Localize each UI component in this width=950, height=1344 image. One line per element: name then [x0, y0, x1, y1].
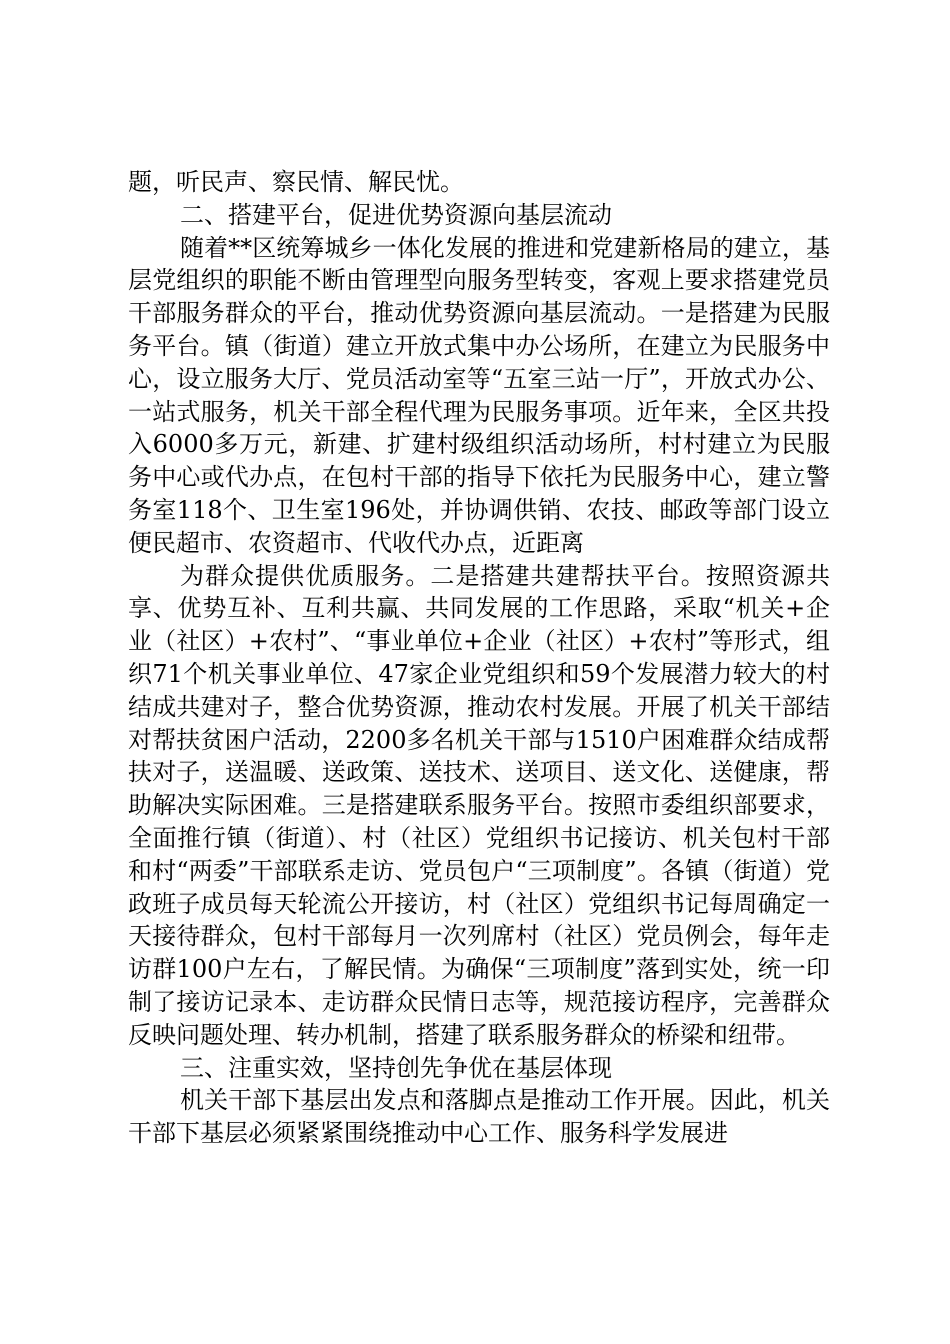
paragraph-continuation: 题，听民声、察民情、解民忧。 — [128, 168, 464, 196]
document-body — [128, 166, 830, 1150]
section-heading-3: 三、注重实效，坚持创先争优在基层体现 — [180, 1053, 612, 1082]
section-heading-2: 二、搭建平台，促进优势资源向基层流动 — [180, 200, 612, 229]
paragraph-effectiveness: 机关干部下基层出发点和落脚点是推动工作开展。因此，机关干部下基层必须紧紧围绕推动中心工作、服务科学发展进 — [128, 1086, 830, 1148]
paragraph-platform-intro: 随着**区统筹城乡一体化发展的推进和党建新格局的建立，基层党组织的职能不断由管理型向服务型转变，客观上要求搭建党员干部服务群众的平台，推动优势资源向基层流动。一是搭建为民服务平台。镇（街道）建立开放式集中办公场所，在建立为民服务中心，设立服务大厅、党员活动室等“五室三站一厅”，开放式办公、一站式服务，机关干部全程代理为民服务事项。近年来，全区共投入6000多万元，新建、扩建村级组织活动场所，村村建立为民服务中心或代办点，在包村干部的指导下依托为民服务中心，建立警务室118个、卫生室196处，并协调供销、农技、邮政等部门设立便民超市、农资超市、代收代办点，近距离 — [128, 233, 830, 557]
paragraph-platform-detail: 为群众提供优质服务。二是搭建共建帮扶平台。按照资源共享、优势互补、互利共赢、共同发展的工作思路，采取“机关+企业（社区）+农村”、“事业单位+企业（社区）+农村”等形式，组织71个机关事业单位、47家企业党组织和59个发展潜力较大的村结成共建对子，整合优势资源，推动农村发展。开展了机关干部结对帮扶贫困户活动，2200多名机关干部与1510户困难群众结成帮扶对子，送温暖、送政策、送技术、送项目、送文化、送健康，帮助解决实际困难。三是搭建联系服务平台。按照市委组织部要求，全面推行镇（街道）、村（社区）党组织书记接访、机关包村干部和村“两委”干部联系走访、党员包户“三项制度”。各镇（街道）党政班子成员每天轮流公开接访，村（社区）党组织书记每周确定一天接待群众，包村干部每月一次列席村（社区）党员例会，每年走访群100户左右，了解民情。为确保“三项制度”落到实处，统一印制了接访记录本、走访群众民情日志等，规范接访程序，完善群众反映问题处理、转办机制，搭建了联系服务群众的桥梁和纽带。 — [128, 561, 830, 1049]
